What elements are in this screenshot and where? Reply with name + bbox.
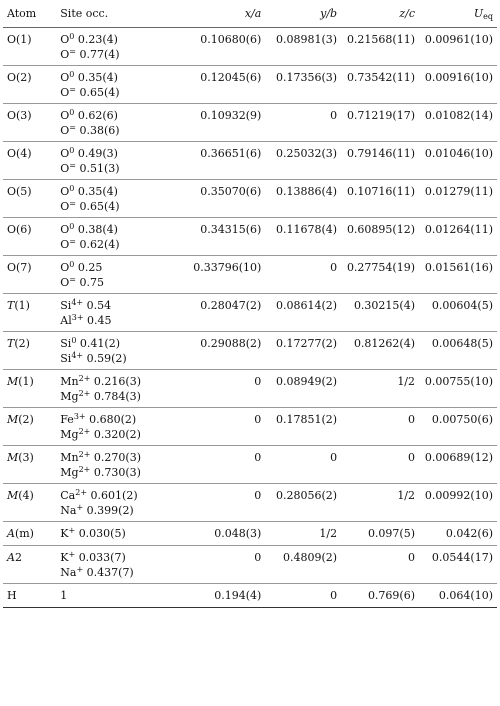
table-row: [3, 65, 497, 103]
occupancy-value: 0.65(4): [79, 85, 120, 99]
table-row: [3, 521, 497, 545]
site-occupancy: [56, 483, 187, 521]
occupancy-value: 0.51(3): [79, 161, 120, 175]
atom-site-index: (1): [18, 374, 34, 388]
species-element: Si: [60, 336, 72, 350]
species-element: O: [60, 85, 70, 99]
site-occupancy: [56, 103, 187, 141]
atom-site-letter: M: [7, 374, 19, 388]
species-charge: 3+: [71, 312, 84, 322]
species-charge: 0: [69, 69, 75, 79]
occupancy-line: [60, 588, 183, 603]
occupancy-line: [60, 351, 183, 366]
atom-label: O(3): [7, 108, 32, 122]
occupancy-value: 0.784(3): [93, 389, 141, 403]
coord-y: 0.17851(2): [276, 412, 338, 426]
coord-z: 0: [408, 550, 416, 564]
species-element: O: [60, 123, 70, 137]
occupancy-value: 0.680(2): [89, 412, 137, 426]
occupancy-value: 0.54: [86, 298, 112, 312]
species-element: O: [60, 260, 70, 274]
species-charge: =: [69, 236, 76, 246]
occupancy-value: 0.030(5): [78, 526, 126, 540]
species-element: O: [60, 275, 70, 289]
species-charge: 4+: [71, 297, 84, 307]
coord-x: 0.10932(9): [200, 108, 262, 122]
coord-y: 0.11678(4): [276, 222, 338, 236]
atom-site-index: 2: [14, 550, 22, 564]
occupancy-value: 0.65(4): [79, 199, 120, 213]
atom-label: [3, 545, 56, 583]
species-element: O: [60, 222, 70, 236]
species-element: Mg: [60, 427, 79, 441]
species-element: O: [60, 108, 70, 122]
coord-z: 0: [408, 450, 416, 464]
ueq-value: 0.01264(11): [424, 222, 493, 236]
species-charge: =: [69, 122, 76, 132]
ueq-value: 0.0544(17): [431, 550, 493, 564]
coord-z: 1/2: [397, 374, 416, 388]
site-occupancy: [56, 545, 187, 583]
atom-label: O(6): [7, 222, 32, 236]
table-row: [3, 217, 497, 255]
species-charge: +: [76, 564, 84, 574]
ueq-value: 0.01279(11): [424, 184, 493, 198]
species-element: Si: [60, 298, 72, 312]
coord-z: 0.60895(12): [346, 222, 416, 236]
atom-label: [3, 369, 56, 407]
coord-x: 0.194(4): [214, 588, 262, 602]
table-row: [3, 545, 497, 583]
site-occupancy: [56, 583, 187, 607]
ueq-value: 0.01561(16): [424, 260, 493, 274]
coord-y: 0.08981(3): [276, 32, 338, 46]
coord-y: 1/2: [319, 526, 338, 540]
species-charge: 3+: [73, 411, 86, 421]
occupancy-line: [60, 146, 183, 161]
atom-label: [3, 407, 56, 445]
occupancy-line: [60, 237, 183, 252]
coord-x: 0.33796(10): [193, 260, 262, 274]
atomic-coordinates-table: [3, 4, 497, 608]
coord-y: 0: [330, 260, 338, 274]
atom-site-letter: A: [7, 526, 15, 540]
ueq-value: 0.00755(10): [424, 374, 493, 388]
coord-x: 0: [254, 374, 262, 388]
occupancy-value: 0.23(4): [77, 32, 118, 46]
header-row: [3, 4, 497, 27]
occupancy-line: [60, 412, 183, 427]
site-occupancy: [56, 445, 187, 483]
occupancy-line: [60, 427, 183, 442]
table-row: [3, 293, 497, 331]
coord-x: 0: [254, 550, 262, 564]
occupancy-line: [60, 565, 183, 580]
occupancy-value: 0.35(4): [77, 184, 118, 198]
coord-x: 0.29088(2): [200, 336, 262, 350]
species-charge: =: [69, 84, 76, 94]
ueq-value: 0.00992(10): [424, 488, 493, 502]
site-occupancy: [56, 217, 187, 255]
occupancy-line: [60, 161, 183, 176]
atom-site-letter: A: [7, 550, 15, 564]
site-occupancy: [56, 369, 187, 407]
occupancy-value: 0.62(4): [79, 237, 120, 251]
atom-site-letter: M: [7, 412, 19, 426]
header-x: x/a: [187, 4, 265, 27]
header-y: y/b: [265, 4, 341, 27]
site-occupancy: [56, 141, 187, 179]
atom-site-index: (2): [14, 336, 30, 350]
occupancy-value: 0.62(6): [77, 108, 118, 122]
coord-y: 0.08949(2): [276, 374, 338, 388]
species-charge: +: [68, 549, 76, 559]
atom-label: O(1): [7, 32, 32, 46]
species-element: Al: [60, 313, 72, 327]
atom-site-index: (m): [14, 526, 34, 540]
occupancy-value: 0.45: [87, 313, 112, 327]
atom-label: O(5): [7, 184, 32, 198]
coord-z: 0.30215(4): [353, 298, 416, 312]
site-occupancy: [56, 293, 187, 331]
occupancy-line: [60, 47, 183, 62]
coord-y: 0: [330, 108, 338, 122]
occupancy-line: [60, 123, 183, 138]
coord-y: 0.08614(2): [276, 298, 338, 312]
species-element: O: [60, 32, 70, 46]
coord-x: 0: [254, 488, 262, 502]
site-occupancy: [56, 331, 187, 369]
occupancy-value: 0.38(4): [77, 222, 118, 236]
ueq-value: 0.00750(6): [431, 412, 493, 426]
coord-z: 0.79146(11): [346, 146, 416, 160]
coord-y: 0.13886(4): [276, 184, 338, 198]
occupancy-value: 0.270(3): [93, 450, 141, 464]
coord-z: 0.21568(11): [346, 32, 416, 46]
coord-y: 0.25032(3): [276, 146, 338, 160]
species-element: 1: [60, 588, 68, 602]
ueq-value: 0.042(6): [445, 526, 493, 540]
occupancy-line: [60, 465, 183, 480]
atom-label: O(7): [7, 260, 32, 274]
species-element: O: [60, 161, 70, 175]
coord-z: 0.769(6): [367, 588, 416, 602]
species-element: O: [60, 47, 70, 61]
site-occupancy: [56, 407, 187, 445]
occupancy-line: [60, 260, 183, 275]
atom-label: O(4): [7, 146, 32, 160]
atom-label: [3, 445, 56, 483]
header-atom: Atom: [3, 4, 56, 27]
species-charge: =: [69, 46, 76, 56]
atom-site-letter: M: [7, 488, 19, 502]
ueq-value: 0.01082(14): [424, 108, 493, 122]
atom-site-index: (2): [18, 412, 34, 426]
species-element: Fe: [60, 412, 74, 426]
species-charge: 2+: [78, 373, 91, 383]
species-charge: 2+: [78, 449, 91, 459]
occupancy-line: [60, 298, 183, 313]
atom-site-letter: T: [7, 298, 15, 312]
coord-x: 0: [254, 450, 262, 464]
occupancy-value: 0.437(7): [86, 565, 134, 579]
species-charge: 0: [71, 335, 77, 345]
occupancy-line: [60, 275, 183, 290]
table-row: [3, 331, 497, 369]
species-element: Si: [60, 351, 72, 365]
coord-z: 0.73542(11): [346, 70, 416, 84]
species-charge: 0: [69, 221, 75, 231]
species-element: Mn: [60, 450, 79, 464]
occupancy-line: [60, 184, 183, 199]
occupancy-value: 0.25: [77, 260, 103, 274]
coord-x: 0.28047(2): [200, 298, 262, 312]
coord-y: 0.28056(2): [276, 488, 338, 502]
species-charge: =: [69, 274, 76, 284]
occupancy-value: 0.49(3): [77, 146, 118, 160]
header-ueq-subscript: eq: [483, 12, 493, 21]
species-element: Na: [60, 565, 77, 579]
species-element: K: [60, 550, 69, 564]
species-charge: 4+: [71, 350, 84, 360]
occupancy-value: 0.38(6): [79, 123, 120, 137]
atom-label: [3, 293, 56, 331]
species-charge: +: [76, 502, 84, 512]
occupancy-line: [60, 199, 183, 214]
site-occupancy: [56, 521, 187, 545]
ueq-value: 0.00689(12): [424, 450, 493, 464]
coord-z: 0.097(5): [367, 526, 416, 540]
occupancy-line: [60, 222, 183, 237]
species-charge: 2+: [75, 487, 88, 497]
species-element: O: [60, 237, 70, 251]
site-occupancy: [56, 65, 187, 103]
atom-site-letter: T: [7, 336, 15, 350]
ueq-value: 0.00916(10): [424, 70, 493, 84]
coord-x: 0.10680(6): [200, 32, 262, 46]
site-occupancy: [56, 27, 187, 65]
coord-z: 1/2: [397, 488, 416, 502]
species-element: Ca: [60, 488, 76, 502]
occupancy-line: [60, 526, 183, 541]
table-row: [3, 407, 497, 445]
header-z: z/c: [341, 4, 419, 27]
coord-x: 0.36651(6): [200, 146, 262, 160]
occupancy-line: [60, 450, 183, 465]
species-element: O: [60, 70, 70, 84]
species-charge: 0: [69, 31, 75, 41]
species-charge: 2+: [78, 388, 91, 398]
table-row: [3, 483, 497, 521]
table-row: [3, 27, 497, 65]
coord-z: 0.10716(11): [346, 184, 416, 198]
atom-label: [3, 483, 56, 521]
occupancy-value: 0.399(2): [86, 503, 134, 517]
occupancy-line: [60, 85, 183, 100]
coord-z: 0.81262(4): [353, 336, 416, 350]
coord-x: 0.048(3): [214, 526, 262, 540]
atom-label: H: [7, 588, 17, 602]
occupancy-line: [60, 503, 183, 518]
species-element: Na: [60, 503, 77, 517]
occupancy-value: 0.75: [79, 275, 104, 289]
ueq-value: 0.01046(10): [424, 146, 493, 160]
occupancy-value: 0.216(3): [93, 374, 141, 388]
species-charge: 0: [69, 259, 75, 269]
occupancy-value: 0.59(2): [86, 351, 127, 365]
coord-x: 0.12045(6): [200, 70, 262, 84]
occupancy-line: [60, 70, 183, 85]
ueq-value: 0.064(10): [438, 588, 493, 602]
species-charge: 0: [69, 107, 75, 117]
header-site-occupancy: Site occ.: [56, 4, 187, 27]
coord-z: 0.27754(19): [346, 260, 416, 274]
coord-x: 0.34315(6): [200, 222, 262, 236]
atom-site-letter: M: [7, 450, 19, 464]
table-row: [3, 583, 497, 607]
species-element: O: [60, 199, 70, 213]
site-occupancy: [56, 179, 187, 217]
table-row: [3, 179, 497, 217]
atom-site-index: (4): [18, 488, 34, 502]
occupancy-value: 0.41(2): [79, 336, 120, 350]
occupancy-line: [60, 336, 183, 351]
atom-label: [3, 331, 56, 369]
species-charge: +: [68, 525, 76, 535]
species-charge: =: [69, 160, 76, 170]
occupancy-value: 0.730(3): [93, 465, 141, 479]
occupancy-line: [60, 32, 183, 47]
site-occupancy: [56, 255, 187, 293]
coord-y: 0: [330, 450, 338, 464]
table-row: [3, 141, 497, 179]
atom-label: O(2): [7, 70, 32, 84]
species-charge: 0: [69, 145, 75, 155]
species-charge: 2+: [78, 464, 91, 474]
coord-x: 0: [254, 412, 262, 426]
coord-z: 0.71219(17): [346, 108, 416, 122]
coord-y: 0: [330, 588, 338, 602]
occupancy-value: 0.35(4): [77, 70, 118, 84]
species-element: Mn: [60, 374, 79, 388]
species-element: O: [60, 146, 70, 160]
table-row: [3, 103, 497, 141]
occupancy-line: [60, 108, 183, 123]
atom-site-index: (1): [14, 298, 30, 312]
occupancy-line: [60, 550, 183, 565]
coord-y: 0.17277(2): [276, 336, 338, 350]
coord-y: 0.4809(2): [283, 550, 338, 564]
table-row: [3, 445, 497, 483]
ueq-value: 0.00604(5): [431, 298, 493, 312]
species-charge: 0: [69, 183, 75, 193]
species-element: O: [60, 184, 70, 198]
header-ueq: [419, 4, 497, 27]
species-charge: =: [69, 198, 76, 208]
table-body: [3, 27, 497, 607]
ueq-value: 0.00961(10): [424, 32, 493, 46]
occupancy-value: 0.320(2): [93, 427, 141, 441]
coord-z: 0: [408, 412, 416, 426]
occupancy-line: [60, 374, 183, 389]
occupancy-line: [60, 313, 183, 328]
species-element: Mg: [60, 465, 79, 479]
coord-x: 0.35070(6): [200, 184, 262, 198]
atom-site-index: (3): [18, 450, 34, 464]
ueq-value: 0.00648(5): [431, 336, 493, 350]
atom-label: [3, 521, 56, 545]
occupancy-value: 0.601(2): [90, 488, 138, 502]
occupancy-line: [60, 488, 183, 503]
header-ueq-symbol: U: [473, 7, 484, 20]
species-charge: 2+: [78, 426, 91, 436]
species-element: Mg: [60, 389, 79, 403]
table-row: [3, 369, 497, 407]
table-row: [3, 255, 497, 293]
occupancy-value: 0.033(7): [78, 550, 126, 564]
coord-y: 0.17356(3): [276, 70, 338, 84]
species-element: K: [60, 526, 69, 540]
occupancy-value: 0.77(4): [79, 47, 120, 61]
occupancy-line: [60, 389, 183, 404]
